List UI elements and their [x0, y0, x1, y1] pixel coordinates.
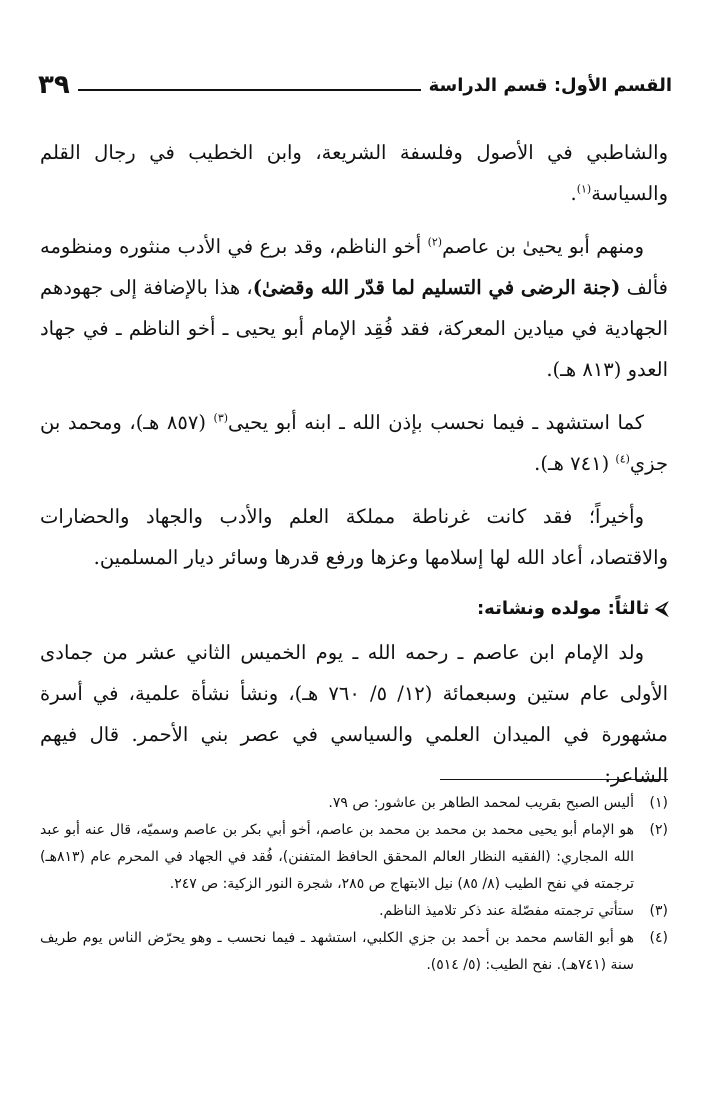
footnote-text: أليس الصبح بقريب لمحمد الطاهر بن عاشور: ص ٧٩.: [328, 795, 634, 811]
paragraph-3-a: كما استشهد ـ فيما نحسب بإذن الله ـ ابنه أبو يحيى: [228, 411, 644, 434]
paragraph-1: [40, 132, 668, 214]
footnote-3: [40, 898, 668, 925]
footnote-ref-2: (٢): [427, 235, 443, 249]
footnote-ref-1: (١): [576, 182, 592, 196]
footnote-text: هو الإمام أبو يحيى محمد بن محمد بن محمد بن عاصم، أخو أبي بكر بن عاصم وسميّه، قال عنه أبو عبد الله المجاري: (الفقيه النظار العالم المحقق الحافظ المتفنن)، فُقد في الجهاد في المحرم عام (٨١٣هـ) ترجمته في نفح الطيب (٨/ ٨٥) نيل الابتهاج ص ٢٨٥، شجرة النور الزكية: ص ٢٤٧.: [40, 822, 634, 892]
arrow-left-icon: ⮘: [655, 598, 668, 619]
footnote-number: (٣): [649, 903, 668, 919]
header-rule: [78, 89, 421, 91]
footnote-ref-4: (٤): [615, 452, 630, 466]
book-title-bold: (جنة الرضى في التسليم لما قدّر الله وقضىٰ): [252, 276, 621, 299]
paragraph-1-text: والشاطبي في الأصول وفلسفة الشريعة، وابن الخطيب في رجال القلم والسياسة: [40, 141, 668, 205]
section-heading-title: ثالثاً: مولده ونشاته:: [476, 598, 650, 619]
paragraph-3-c: (٧٤١ هـ).: [534, 452, 616, 475]
paragraph-2-a: ومنهم أبو يحيىٰ بن عاصم: [442, 235, 644, 258]
page-number: ٣٩: [38, 70, 70, 100]
main-text: [40, 132, 668, 808]
footnote-number: (٢): [649, 822, 668, 838]
footnote-text: هو أبو القاسم محمد بن أحمد بن جزي الكلبي، استشهد ـ فيما نحسب ـ وهو يحرّض الناس يوم طريف سنة (٧٤١هـ). نفح الطيب: (٥/ ٥١٤).: [40, 930, 634, 973]
running-header: [38, 58, 672, 98]
footnote-number: (١): [649, 795, 668, 811]
footnote-1: [40, 790, 668, 817]
footnote-2: [40, 817, 668, 898]
paragraph-3-b: (٨٥٧ هـ)، ومحمد بن جزي: [40, 411, 668, 475]
footnote-text: ستأتي ترجمته مفصّلة عند ذكر تلاميذ الناظم.: [379, 903, 634, 919]
footnote-4: [40, 925, 668, 979]
paragraph-2: [40, 226, 668, 390]
paragraph-2-b: أخو الناظم، وقد برع في الأدب منثوره ومنظومه فألف: [40, 235, 668, 299]
paragraph-5: ولد الإمام ابن عاصم ـ رحمه الله ـ يوم الخميس الثاني عشر من جمادى الأولى عام ستين وسبعمائة (١٢/ ٥/ ٧٦٠ هـ)، ونشأ نشأة علمية، في أسرة مشهورة في الميدان العلمي والسياسي في عصر بني الأحمر. قال فيهم الشاعر:: [40, 641, 668, 787]
header-title: القسم الأول: قسم الدراسة: [428, 75, 672, 96]
footnotes: [40, 790, 668, 979]
paragraph-4: وأخيراً؛ فقد كانت غرناطة مملكة العلم والأدب والجهاد والحضارات والاقتصاد، أعاد الله لها إسلامها وعزها ورفع قدرها وسائر ديار المسلمين.: [40, 505, 668, 569]
paragraph-2-c: ، هذا بالإضافة إلى جهودهم الجهادية في ميادين المعركة، فقد فُقِد الإمام أبو يحيى ـ أخو الناظم ـ في جهاد العدو (٨١٣ هـ).: [40, 276, 668, 381]
section-heading: [40, 590, 668, 628]
paragraph-3: [40, 402, 668, 484]
footnote-divider: [440, 779, 668, 780]
footnote-number: (٤): [649, 930, 668, 946]
footnote-ref-3: (٣): [213, 411, 229, 425]
paragraph-1-end: .: [570, 182, 577, 205]
